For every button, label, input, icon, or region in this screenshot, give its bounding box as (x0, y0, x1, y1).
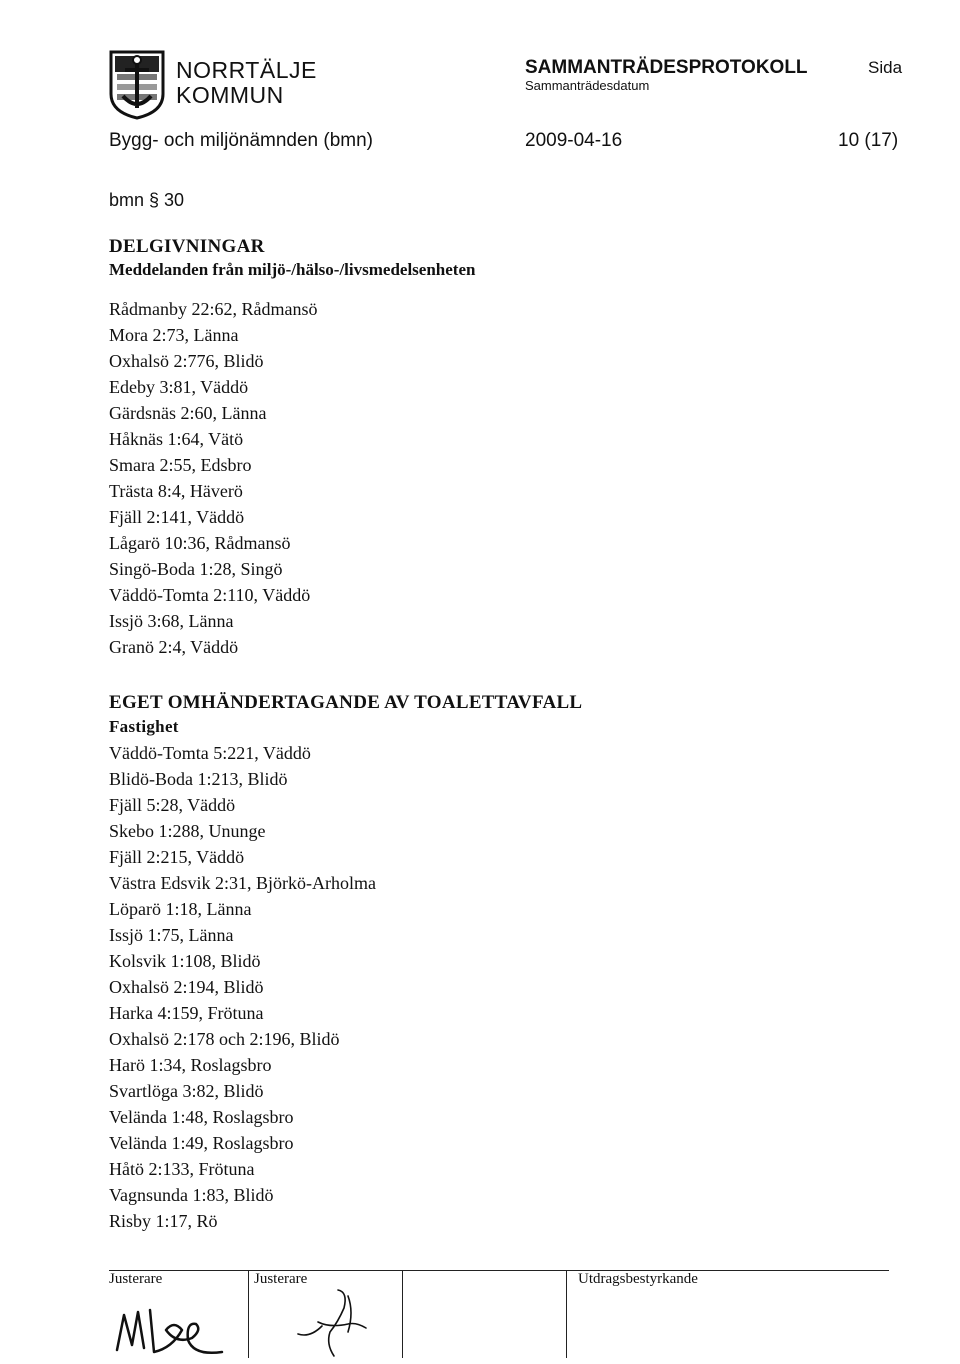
paragraph-number: bmn § 30 (109, 190, 185, 210)
list-item: Svartlöga 3:82, Blidö (109, 1081, 264, 1101)
list-item: Granö 2:4, Väddö (109, 637, 239, 657)
list-item: Löparö 1:18, Länna (109, 899, 252, 919)
page-label: Sida (868, 58, 903, 77)
property-list (109, 296, 317, 660)
extract-certification-label: Utdragsbestyrkande (578, 1271, 698, 1287)
footer-divider (248, 1270, 249, 1358)
list-item: Håtö 2:133, Frötuna (109, 1159, 255, 1179)
list-item: Issjö 1:75, Länna (109, 925, 234, 945)
list-item: Väddö-Tomta 2:110, Väddö (109, 585, 311, 605)
list-item: Risby 1:17, Rö (109, 1211, 218, 1231)
org-name-line1: NORRTÄLJE (176, 57, 317, 83)
list-item: Rådmanby 22:62, Rådmansö (109, 299, 318, 319)
municipal-crest-icon (109, 50, 165, 120)
footer-rule (109, 1270, 889, 1271)
waste-section-title: EGET OMHÄNDERTAGANDE AV TOALETTAVFALL (109, 692, 583, 713)
org-name-line2: KOMMUN (176, 82, 284, 108)
waste-property-list (109, 740, 376, 1234)
page-count: 10 (17) (838, 130, 899, 151)
waste-section-subtitle: Fastighet (109, 717, 179, 736)
meeting-date-label: Sammanträdesdatum (525, 78, 650, 93)
adjuster-label: Justerare (254, 1271, 308, 1287)
list-item: Oxhalsö 2:776, Blidö (109, 351, 264, 371)
list-item: Blidö-Boda 1:213, Blidö (109, 769, 288, 789)
list-item: Gärdsnäs 2:60, Länna (109, 403, 267, 423)
meeting-date: 2009-04-16 (525, 130, 623, 151)
list-item: Harka 4:159, Frötuna (109, 1003, 264, 1023)
signature-adjuster-2 (278, 1282, 388, 1360)
section-subtitle: Meddelanden från miljö-/hälso-/livsmedelsenheten (109, 260, 476, 279)
list-item: Västra Edsvik 2:31, Björkö-Arholma (109, 873, 376, 893)
list-item: Väddö-Tomta 5:221, Väddö (109, 743, 311, 763)
signature-adjuster-1 (112, 1300, 242, 1360)
footer-divider (402, 1270, 403, 1358)
list-item: Håknäs 1:64, Vätö (109, 429, 244, 449)
list-item: Oxhalsö 2:194, Blidö (109, 977, 264, 997)
list-item: Trästa 8:4, Häverö (109, 481, 243, 501)
committee-name: Bygg- och miljönämnden (bmn) (109, 130, 374, 151)
list-item: Smara 2:55, Edsbro (109, 455, 252, 475)
document-type: SAMMANTRÄDESPROTOKOLL (525, 57, 808, 78)
list-item: Issjö 3:68, Länna (109, 611, 234, 631)
list-item: Mora 2:73, Länna (109, 325, 239, 345)
list-item: Fjäll 2:141, Väddö (109, 507, 245, 527)
list-item: Skebo 1:288, Ununge (109, 821, 266, 841)
list-item: Kolsvik 1:108, Blidö (109, 951, 261, 971)
list-item: Vagnsunda 1:83, Blidö (109, 1185, 274, 1205)
list-item: Lågarö 10:36, Rådmansö (109, 533, 291, 553)
list-item: Fjäll 2:215, Väddö (109, 847, 245, 867)
adjuster-label: Justerare (109, 1271, 163, 1287)
list-item: Fjäll 5:28, Väddö (109, 795, 236, 815)
list-item: Oxhalsö 2:178 och 2:196, Blidö (109, 1029, 340, 1049)
list-item: Velända 1:48, Roslagsbro (109, 1107, 294, 1127)
list-item: Velända 1:49, Roslagsbro (109, 1133, 294, 1153)
section-title: DELGIVNINGAR (109, 236, 265, 257)
list-item: Singö-Boda 1:28, Singö (109, 559, 283, 579)
list-item: Harö 1:34, Roslagsbro (109, 1055, 272, 1075)
footer-divider (566, 1270, 567, 1358)
list-item: Edeby 3:81, Väddö (109, 377, 249, 397)
